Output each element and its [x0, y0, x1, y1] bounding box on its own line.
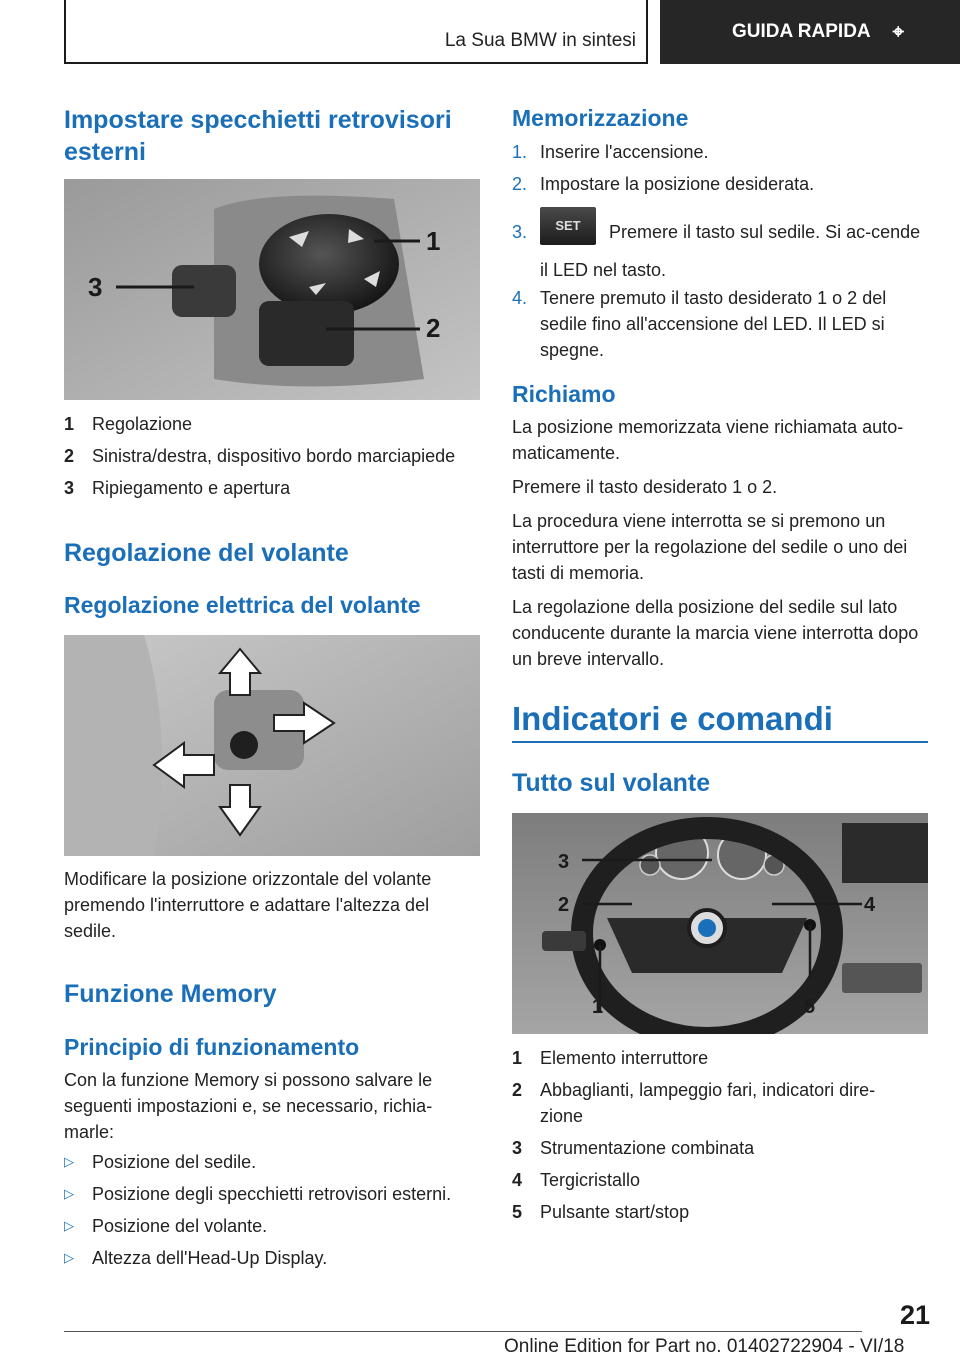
- steering-body: Modificare la posizione orizzontale del volante premendo l'interruttore e adattare l'altezza del sedile.: [64, 869, 432, 941]
- mirror-label-2: 2: [426, 313, 441, 343]
- mirror-control-image: [64, 179, 480, 400]
- wheel-label-3: 3: [558, 851, 570, 873]
- list-item: 3 Ripiegamento e apertura: [64, 478, 291, 498]
- memory-bullets: [64, 1149, 484, 1277]
- list-item: 2. Impostare la posizione desiderata.: [512, 174, 815, 194]
- chapter-tab[interactable]: [660, 0, 960, 64]
- list-item: 2 Sinistra/destra, dispositivo bordo marciapiede: [64, 446, 456, 466]
- triangle-bullet-icon: ▷: [64, 1250, 74, 1265]
- controls-legend: [512, 1045, 932, 1231]
- list-item: ▷ Posizione del sedile.: [64, 1149, 484, 1175]
- wheel-label-5: 5: [804, 996, 816, 1018]
- controls-subheading: Tutto sul volante: [512, 769, 711, 797]
- list-item: 5 Pulsante start/stop: [512, 1202, 690, 1222]
- memory-body: Con la funzione Memory si possono salvare le seguenti impostazioni e, se necessario, richia-marle:: [64, 1070, 433, 1142]
- steering-adjust-image: [64, 635, 480, 856]
- memory-subheading: Principio di funzionamento: [64, 1034, 360, 1060]
- page-number: 21: [899, 1300, 930, 1330]
- list-item: 4 Tergicristallo: [512, 1170, 641, 1190]
- list-item: 4. Tenere premuto il tasto desiderato 1 o 2 del sedile fino all'accensione del LED. Il LED si spegne.: [512, 288, 887, 360]
- pin-icon: ⌖: [892, 20, 904, 43]
- memorize-heading: Memorizzazione: [512, 105, 689, 131]
- list-item: ▷ Posizione degli specchietti retrovisori esterni.: [64, 1181, 484, 1207]
- recall-heading: Richiamo: [512, 381, 616, 407]
- list-item: 3 Strumentazione combinata: [512, 1138, 755, 1158]
- list-item: 1 Regolazione: [64, 414, 193, 434]
- controls-heading: Indicatori e comandi: [512, 700, 833, 737]
- steering-wheel-image: [512, 813, 928, 1034]
- section-title: La Sua BMW in sintesi: [444, 30, 636, 51]
- heading-rule: [512, 741, 928, 743]
- wheel-label-4: 4: [864, 894, 876, 916]
- list-item: 2 Abbaglianti, lampeggio fari, indicatori dire-zione: [512, 1080, 876, 1126]
- footer-rule: [64, 1331, 862, 1332]
- chapter-title: GUIDA RAPIDA: [732, 21, 871, 42]
- wheel-label-1: 1: [592, 996, 604, 1018]
- edition-text: Online Edition for Part no. 01402722904 - VI/18: [504, 1336, 905, 1357]
- mirrors-legend: [64, 411, 484, 507]
- triangle-bullet-icon: ▷: [64, 1154, 74, 1169]
- mirror-label-1: 1: [426, 226, 441, 256]
- triangle-bullet-icon: ▷: [64, 1186, 74, 1201]
- triangle-bullet-icon: ▷: [64, 1218, 74, 1233]
- wheel-label-2: 2: [558, 894, 570, 916]
- mirror-label-3: 3: [88, 272, 103, 302]
- list-item: 1. Inserire l'accensione.: [512, 142, 709, 162]
- set-button-icon: SET: [540, 207, 596, 245]
- steering-heading: Regolazione del volante: [64, 539, 349, 567]
- steering-subheading: Regolazione elettrica del volante: [64, 592, 421, 618]
- memorize-steps: [512, 139, 928, 369]
- list-item: 1 Elemento interruttore: [512, 1048, 709, 1068]
- list-item: 3. SET Premere il tasto sul sedile. Si ac-cende il LED nel tasto.: [512, 207, 928, 271]
- memory-heading: Funzione Memory: [64, 980, 277, 1008]
- list-item: ▷ Posizione del volante.: [64, 1213, 484, 1239]
- mirrors-heading: Impostare specchietti retrovisori esterni: [64, 106, 452, 166]
- list-item: ▷ Altezza dell'Head-Up Display.: [64, 1245, 484, 1271]
- recall-body: La posizione memorizzata viene richiamata auto-maticamente. Premere il tasto desiderato 1 o 2. La procedura viene interrotta se si premono un interruttore per la regolazione del sedile o uno dei tasti di memoria. La regolazione della posizione del sedile sul lato conducente durante la marcia viene interrotta dopo un breve intervallo.: [512, 417, 919, 669]
